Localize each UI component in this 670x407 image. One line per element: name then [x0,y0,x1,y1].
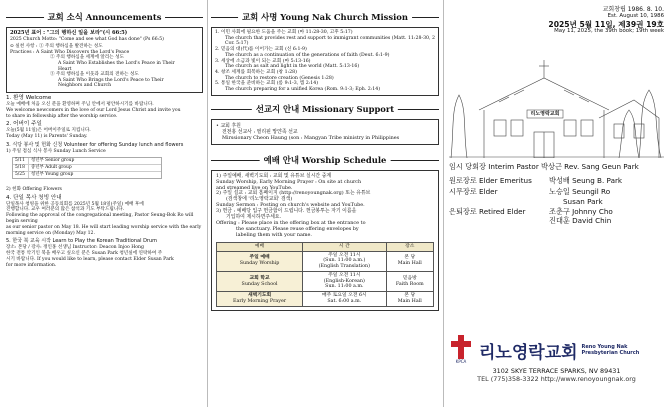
announcement-item-pastor: 4. 단일 목사 청빙 안내 단일목사 청빙을 위한 공동의회를 2025년 5월 18일(주일) 예배 후에 진행합니다. 교우 여러분의 많은 참석과 기도 부탁드립니다. Following the approval of the congregational meeting, Pastor Seung-Bok Ro will begin serving as our senior pastor on May 18. He will start leading worship service with the early morning service on (Monday) May 12. [6,194,202,236]
church-logo-block [449,335,664,383]
announcement-item-volunteer: 3. 식당 봉사 및 헌화 신청 Volunteer for offering Sunday lunch and flowers 1) 주일 점심 식사 봉사 Sunday Lunch Service 5/11 청년부 Senior group 5/18 중년부 Adult group 5/25 청년부 Young group [6,141,184,177]
mission-item: 5. 통일 한국을 준비하는 교회 (롬 9:1-3, 엡 2:14) The church preparing for a unified Korea (Rom. 9:1-3; Eph. 2:14) [215,81,381,93]
practice-line: A Saint Who Brings the Lord's Peace to Their [58,77,164,83]
practice-line: ③ 주의 행하심을 이웃과 교회의 전하는 성도 [50,72,139,78]
mission-item: 1. 이민 사회에 필요한 도움을 주는 교회 (마 11:28-30, 고후 5:17) The church that provides rest and support to immigrant communities (Matt. 11:28-30, 2 Cor. 5:17) [215,30,435,47]
table-row: 5/11 청년부 Senior group [13,158,161,165]
practice-line: Heart [58,66,72,72]
staff-list [449,175,664,226]
church-building-sketch [449,40,664,158]
interim-pastor: 임시 당회장 Interim Pastor 박상근 Rev. Sang Geun Park [449,161,639,171]
church-sign: 리노영락교회 [530,110,560,117]
announcement-item-welcome: 1. 환영 Welcome 오늘 예배에 처음 오신 분을 환영하며 주님 안에서 평안하시기를 바랍니다. We welcome newcomers in the love of our Lord Jesus Christ and invite you to share in fellowship after the worship service. [6,94,181,119]
table-row: 교회 학교 Sunday School 주일 오전 11시 (English-Korean) Sun. 11:00 a.m. 믿음방 Faith Room [217,271,434,291]
practice-line: ⊙ 실천 사항 : ① 주의 행하심을 발견하는 성도 [10,44,103,50]
practice-list [10,44,199,89]
announcements-column [0,0,207,407]
practice-line: Practices : A Saint Who Discovers the Lord's Peace [10,49,130,55]
lunch-service-table [12,157,162,179]
staff-row: 은퇴장로 Retired Elder 조춘구 Johnny Cho [449,206,613,216]
support-heading: 선교지 안내 Missionary Support [211,102,439,116]
support-box: • 교회 후원 전천홍 선교사 : 필리핀 망얀족 선교 Mirssionary Cheon Haung (son : Mangyan Tribe ministry in Philippines [211,119,439,145]
worship-schedule-table [216,242,434,307]
announcement-item-drum: 5. 한국 북 교육 시작 Learn to Play the Korean Traditional Drum 장소: 본당 / 강사: 정인홍 선생님 Instructor: Deacon Injoo Hong 한국 전통 악기인 북을 배우고 싶으신 분은 Susan Park 청년실에 연락하여 주 시기 바랍니다. If you would like to learn, please contact Elder Susan Park for more information. [6,238,174,268]
bulletin-header: 교회창립 1986. 8. 10. Est. August 10, 1986 2025년 5월 11일, 제39권 19호 May 11, 2025, the 39th book; 19th week [548,6,664,35]
church-illustration [449,40,664,158]
church-motto-box [6,27,203,93]
worship-heading: 예배 안내 Worship Schedule [211,153,439,167]
logo-english: Reno Young Nak Presbyterian Church [581,344,640,356]
mission-item: 2. 믿음의 대(代)를 이어가는 교회 (신 6:1-9) The church as a continuation of the generations of faith (Deut. 6:1-9) [215,47,390,58]
mission-heading: 교회 사명 Young Nak Church Mission [211,10,439,24]
staff-row: Susan Park [563,196,603,206]
worship-box: 1) 주일예배, 새벽기도회 : 교회 및 유튜브 실시간 중계 Sunday Worship, Early Morning Prayer : On site at church and streamed live on YouTube. 2) 주일 설교 : 교회 홈페이지 (http://renoyoungnak.org) 또는 유튜브 (검색창에 '리노영락교회' 검색) Sunday Sermon : Posting on church's website and YouTube. 3) 헌금 : 예배당 입구 헌금함이 드립니다. 헌금봉투는 자기 이름을 기입하여 제시하면주세요. Offering : Please place in the offering box at the entrance to the sanctuary. Please reuse offering envelopes by labeling them with your name. 예배 시 간 장소 주일 예배 Sunday Worship 주일 오전 11시 (Sun. 11:00 a.m.) (English Translation) 본 당 Main Hall 교회 학교 Sunday School 주일 오전 11시 (English-Korean) Sun. 11:00 a.m. 믿음방 Faith Room 새벽기도회 Early Morning Prayer 매주 토요일 오전 6시 Sat. 6:00 a.m. 본 당 Main Hall [211,170,439,311]
announcement-item-parents-sunday: 2. 어버이 주일 오늘(5월 11일)은 어버이주일로 지킵니다. Today (May 11) is Parents' Sunday. [6,121,91,140]
practice-line: ② 주의 행하심을 세계에 알리는 성도 [50,55,125,61]
motto-kr: 2025년 표어 : "그의 행하신 일을 보라"(시 66:5) [10,30,128,36]
mission-column [207,0,443,407]
announcements-heading: 교회 소식 Announcements [6,10,203,24]
table-header-row: 예배 시 간 장소 [217,242,434,251]
practice-line: Neighbors and Church [58,83,112,89]
contact-line: TEL (775)358-3322 http://www.renoyoungnak.org [477,375,636,383]
table-row: 새벽기도회 Early Morning Prayer 매주 토요일 오전 6시 Sat. 6:00 a.m. 본 당 Main Hall [217,292,434,307]
church-address: 3102 SKYE TERRACE SPARKS, NV 89431 TEL (775)358-3322 http://www.renoyoungnak.org [449,367,664,383]
table-row: 5/25 청년부 Young group [15,171,74,177]
logo-name: 리노영락교회 [479,342,578,363]
staff-row: 진대훈 David Chin [549,216,612,226]
mission-item: 3. 세상에 소금과 빛이 되는 교회 (마 5:13-16) The church as salt and light in the world (Matt. 5:13-16) [215,58,360,70]
offering-flowers: 2) 헌화 Offering Flowers [6,186,62,192]
motto-en: 2025 Church Motto: "Come and see what God has done" (Ps 66:5) [10,36,164,42]
table-row: 주일 예배 Sunday Worship 주일 오전 11시 (Sun. 11:00 a.m.) (English Translation) 본 당 Main Hall [217,251,434,271]
table-row: 5/18 중년부 Adult group [13,165,161,172]
staff-row: 원로장로 Elder Emeritus 박성배 Seung B. Park [449,175,623,185]
practice-line: A Saint Who Establishes the Lord's Peace in Their [58,60,175,66]
mission-box [211,27,439,96]
cross-logo-icon: KPCA [449,335,473,365]
staff-row: 시무장로 Elder 노승일 Seungil Ro [449,187,611,197]
mission-item: 4. 창조 세계를 회복하는 교회 (창 1:28) The church to restore creation (Genesis 1:28) [215,69,334,81]
